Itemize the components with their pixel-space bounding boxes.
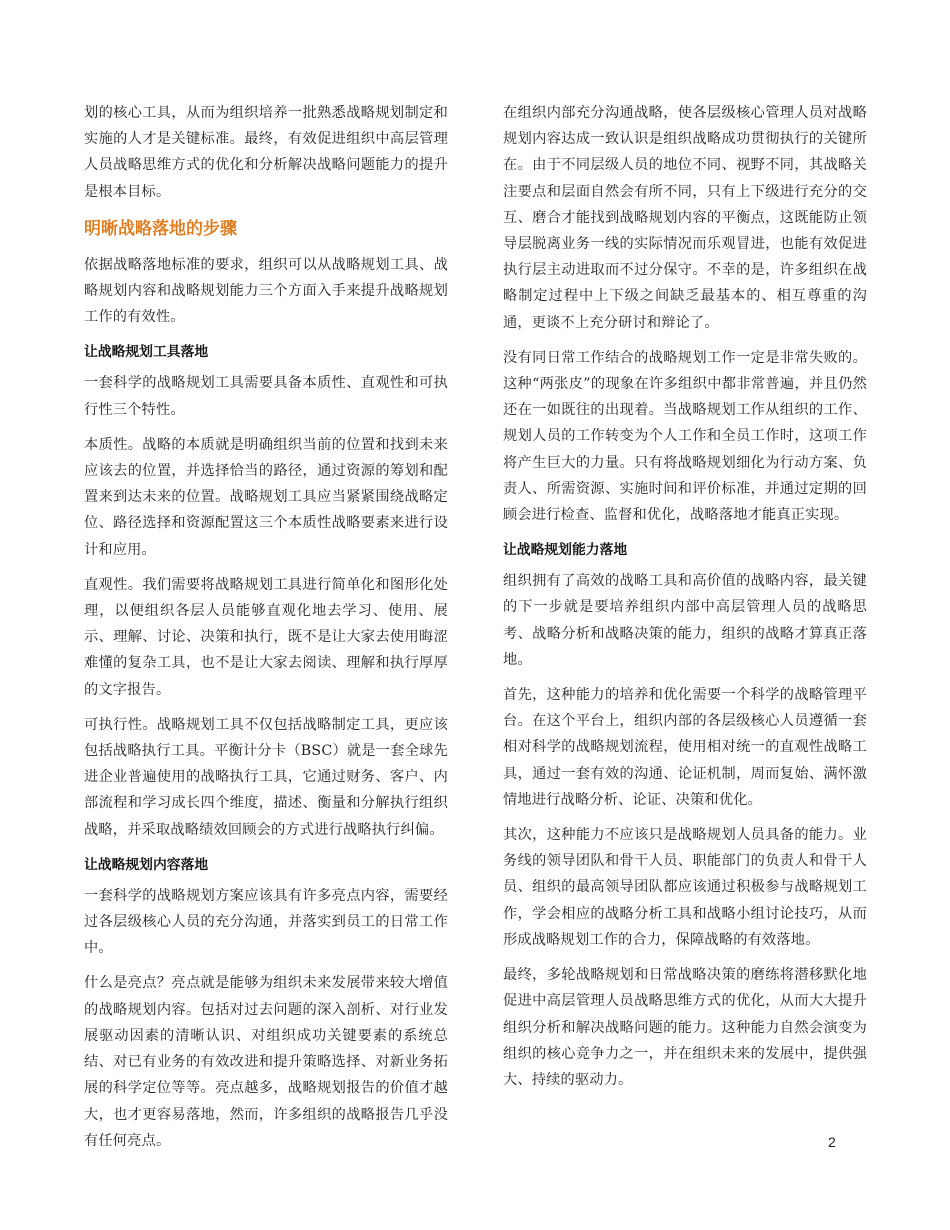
right-column bbox=[503, 100, 867, 1102]
left-column bbox=[84, 100, 448, 1163]
paragraph: 划的核心工具，从而为组织培养一批熟悉战略规划制定和实施的人才是关键标准。最终，有效促进组织中高层管理人员战略思维方式的优化和分析解决战略问题能力的提升是根本目标。 bbox=[84, 105, 448, 200]
paragraph: 没有同日常工作结合的战略规划工作一定是非常失败的。这种“两张皮”的现象在许多组织中都非常普遍，并且仍然还在一如既往的出现着。当战略规划工作从组织的工作、规划人员的工作转变为个人工作和全员工作时，这项工作将产生巨大的力量。只有将战略规划细化为行动方案、负责人、所需资源、实施时间和评价标准，并通过定期的回顾会进行检查、监督和优化，战略落地才能真正实现。 bbox=[503, 349, 867, 524]
subheading-content: 让战略规划内容落地 bbox=[84, 856, 209, 873]
paragraph: 最终，多轮战略规划和日常战略决策的磨练将潜移默化地促进中高层管理人员战略思维方式的优化，从而大大提升组织分析和解决战略问题的能力。这种能力自然会演变为组织的核心竞争力之一，并在组织未来的发展中，提供强大、持续的驱动力。 bbox=[503, 967, 867, 1088]
paragraph: 可执行性。战略规划工具不仅包括战略制定工具，更应该包括战略执行工具。平衡计分卡（BSC）就是一套全球先进企业普遍使用的战略执行工具，它通过财务、客户、内部流程和学习成长四个维度，描述、衡量和分解执行组织战略，并采取战略绩效回顾会的方式进行战略执行纠偏。 bbox=[84, 716, 448, 838]
paragraph: 其次，这种能力不应该只是战略规划人员具备的能力。业务线的领导团队和骨干人员、职能部门的负责人和骨干人员、组织的最高领导团队都应该通过积极参与战略规划工作，学会相应的战略分析工具和战略小组讨论技巧，从而形成战略规划工作的合力，保障战略的有效落地。 bbox=[503, 827, 867, 948]
section-heading: 明晰战略落地的步骤 bbox=[84, 218, 237, 239]
paragraph: 首先，这种能力的培养和优化需要一个科学的战略管理平台。在这个平台上，组织内部的各层级核心人员遵循一套相对科学的战略规划流程，使用相对统一的直观性战略工具，通过一套有效的沟通、论证机制，周而复始、满怀激情地进行战略分析、论证、决策和优化。 bbox=[503, 687, 867, 808]
paragraph: 一套科学的战略规划方案应该具有许多亮点内容，需要经过各层级核心人员的充分沟通，并落实到员工的日常工作中。 bbox=[84, 887, 448, 957]
paragraph: 在组织内部充分沟通战略，使各层级核心管理人员对战略规划内容达成一致认识是组织战略成功贯彻执行的关键所在。由于不同层级人员的地位不同、视野不同，其战略关注要点和层面自然会有所不同，只有上下级进行充分的交互、磨合才能找到战略规划内容的平衡点，这既能防止领导层脱离业务一线的实际情况而乐观冒进，也能有效促进执行层主动进取而不过分保守。不幸的是，许多组织在战略制定过程中上下级之间缺乏最基本的、相互尊重的沟通，更谈不上充分研讨和辩论了。 bbox=[503, 105, 867, 331]
paragraph: 本质性。战略的本质就是明确组织当前的位置和找到未来应该去的位置，并选择恰当的路径，通过资源的筹划和配置来到达未来的位置。战略规划工具应当紧紧围绕战略定位、路径选择和资源配置这三个本质性战略要素来进行设计和应用。 bbox=[84, 436, 448, 558]
paragraph: 一套科学的战略规划工具需要具备本质性、直观性和可执行性三个特性。 bbox=[84, 375, 448, 418]
page-number: 2 bbox=[828, 1134, 836, 1150]
subheading-capability: 让战略规划能力落地 bbox=[503, 542, 628, 559]
subheading-tools: 让战略规划工具落地 bbox=[84, 344, 209, 361]
paragraph: 直观性。我们需要将战略规划工具进行简单化和图形化处理，以便组织各层人员能够直观化地去学习、使用、展示、理解、讨论、决策和执行，既不是让大家去使用晦涩难懂的复杂工具，也不是让大家去阅读、理解和执行厚厚的文字报告。 bbox=[84, 576, 448, 698]
paragraph: 依据战略落地标准的要求，组织可以从战略规划工具、战略规划内容和战略规划能力三个方面入手来提升战略规划工作的有效性。 bbox=[84, 256, 448, 326]
paragraph: 什么是亮点？亮点就是能够为组织未来发展带来较大增值的战略规划内容。包括对过去问题的深入剖析、对行业发展驱动因素的清晰认识、对组织成功关键要素的系统总结、对已有业务的有效改进和提升策略选择、对新业务拓展的科学定位等等。亮点越多，战略规划报告的价值才越大，也才更容易落地，然而，许多组织的战略报告几乎没有任何亮点。 bbox=[84, 975, 448, 1149]
paragraph: 组织拥有了高效的战略工具和高价值的战略内容，最关键的下一步就是要培养组织内部中高层管理人员的战略思考、战略分析和战略决策的能力，组织的战略才算真正落地。 bbox=[503, 573, 867, 668]
